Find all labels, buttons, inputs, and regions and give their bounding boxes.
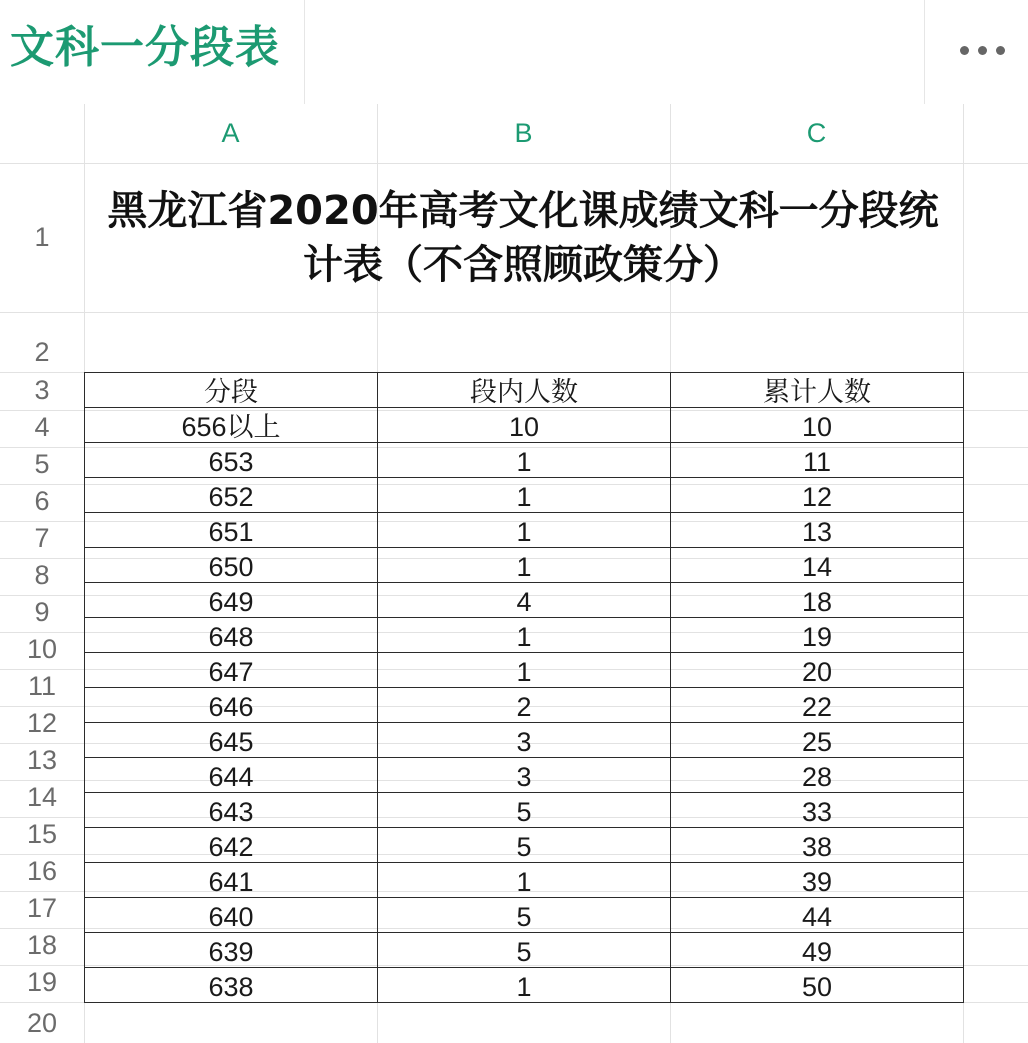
cumulative-cell[interactable]: 44 — [671, 898, 964, 933]
spreadsheet-grid[interactable] — [0, 104, 1028, 1043]
table-row — [85, 653, 964, 688]
row-header-15[interactable]: 15 — [26, 819, 58, 849]
row-header-20[interactable]: 20 — [26, 1008, 58, 1038]
header-cell[interactable]: 累计人数 — [671, 373, 964, 408]
row-header-10[interactable]: 10 — [26, 634, 58, 664]
table-row — [85, 688, 964, 723]
column-header-a[interactable]: A — [221, 118, 240, 148]
cumulative-cell[interactable]: 14 — [671, 548, 964, 583]
count-cell[interactable]: 3 — [378, 723, 671, 758]
row-header-13[interactable]: 13 — [26, 745, 58, 775]
report-title-cell[interactable]: 黑龙江省2020年高考文化课成绩文科一分段统计表（不含照顾政策分） — [107, 188, 939, 288]
count-cell[interactable]: 5 — [378, 933, 671, 968]
score-cell[interactable]: 652 — [85, 478, 378, 513]
table-row — [85, 513, 964, 548]
row-header-19[interactable]: 19 — [26, 967, 58, 997]
cumulative-cell[interactable]: 39 — [671, 863, 964, 898]
row-header-5[interactable]: 5 — [34, 449, 50, 479]
count-cell[interactable]: 1 — [378, 863, 671, 898]
count-cell[interactable]: 5 — [378, 793, 671, 828]
column-header-c[interactable]: C — [806, 118, 827, 148]
score-cell[interactable]: 650 — [85, 548, 378, 583]
score-cell[interactable]: 647 — [85, 653, 378, 688]
table-row — [85, 583, 964, 618]
more-horizontal-icon — [996, 46, 1005, 55]
column-header-b[interactable]: B — [514, 118, 533, 148]
cumulative-cell[interactable]: 12 — [671, 478, 964, 513]
toolbar-divider — [924, 0, 925, 104]
score-cell[interactable]: 638 — [85, 968, 378, 1003]
score-cell[interactable]: 641 — [85, 863, 378, 898]
cumulative-cell[interactable]: 20 — [671, 653, 964, 688]
row-header-14[interactable]: 14 — [26, 782, 58, 812]
table-row — [85, 898, 964, 933]
count-cell[interactable]: 1 — [378, 653, 671, 688]
cumulative-cell[interactable]: 18 — [671, 583, 964, 618]
data-table — [84, 372, 964, 1003]
cumulative-cell[interactable]: 49 — [671, 933, 964, 968]
row-header-18[interactable]: 18 — [26, 930, 58, 960]
cumulative-cell[interactable]: 11 — [671, 443, 964, 478]
count-cell[interactable]: 5 — [378, 898, 671, 933]
score-cell[interactable]: 643 — [85, 793, 378, 828]
cumulative-cell[interactable]: 38 — [671, 828, 964, 863]
score-cell[interactable]: 639 — [85, 933, 378, 968]
count-cell[interactable]: 1 — [378, 548, 671, 583]
table-row — [85, 968, 964, 1003]
score-cell[interactable]: 645 — [85, 723, 378, 758]
table-row — [85, 478, 964, 513]
toolbar — [0, 0, 1028, 104]
score-cell[interactable]: 653 — [85, 443, 378, 478]
more-options-button[interactable] — [960, 30, 1028, 70]
count-cell[interactable]: 1 — [378, 513, 671, 548]
table-row — [85, 548, 964, 583]
count-cell[interactable]: 1 — [378, 478, 671, 513]
header-cell[interactable]: 段内人数 — [378, 373, 671, 408]
more-horizontal-icon — [978, 46, 987, 55]
count-cell[interactable]: 2 — [378, 688, 671, 723]
cumulative-cell[interactable]: 28 — [671, 758, 964, 793]
count-cell[interactable]: 10 — [378, 408, 671, 443]
score-cell[interactable]: 651 — [85, 513, 378, 548]
table-row — [85, 618, 964, 653]
cumulative-cell[interactable]: 50 — [671, 968, 964, 1003]
table-row — [85, 443, 964, 478]
row-header-8[interactable]: 8 — [34, 560, 50, 590]
score-cell[interactable]: 642 — [85, 828, 378, 863]
cumulative-cell[interactable]: 22 — [671, 688, 964, 723]
count-cell[interactable]: 1 — [378, 618, 671, 653]
row-header-16[interactable]: 16 — [26, 856, 58, 886]
row-header-2[interactable]: 2 — [34, 337, 50, 367]
table-row — [85, 828, 964, 863]
cumulative-cell[interactable]: 25 — [671, 723, 964, 758]
count-cell[interactable]: 4 — [378, 583, 671, 618]
row-header-11[interactable]: 11 — [27, 671, 57, 701]
count-cell[interactable]: 1 — [378, 443, 671, 478]
score-cell[interactable]: 644 — [85, 758, 378, 793]
row-header-9[interactable]: 9 — [34, 597, 50, 627]
score-cell[interactable]: 640 — [85, 898, 378, 933]
toolbar-divider — [304, 0, 305, 104]
grid-line — [0, 312, 1028, 313]
count-cell[interactable]: 1 — [378, 968, 671, 1003]
table-row — [85, 793, 964, 828]
more-horizontal-icon — [960, 46, 969, 55]
score-cell[interactable]: 649 — [85, 583, 378, 618]
row-header-4[interactable]: 4 — [34, 412, 50, 442]
row-header-12[interactable]: 12 — [26, 708, 58, 738]
table-row — [85, 758, 964, 793]
row-header-1[interactable]: 1 — [34, 222, 50, 252]
score-cell[interactable]: 656以上 — [85, 408, 378, 443]
sheet-title[interactable]: 文科一分段表 — [10, 22, 280, 73]
cumulative-cell[interactable]: 10 — [671, 408, 964, 443]
cumulative-cell[interactable]: 19 — [671, 618, 964, 653]
score-cell[interactable]: 646 — [85, 688, 378, 723]
row-header-6[interactable]: 6 — [34, 486, 50, 516]
table-row — [85, 723, 964, 758]
count-cell[interactable]: 3 — [378, 758, 671, 793]
header-cell[interactable]: 分段 — [85, 373, 378, 408]
row-header-7[interactable]: 7 — [34, 523, 50, 553]
table-header-row — [85, 373, 964, 408]
cumulative-cell[interactable]: 13 — [671, 513, 964, 548]
table-row — [85, 408, 964, 443]
count-cell[interactable]: 5 — [378, 828, 671, 863]
cumulative-cell[interactable]: 33 — [671, 793, 964, 828]
table-row — [85, 933, 964, 968]
row-header-17[interactable]: 17 — [26, 893, 58, 923]
table-row — [85, 863, 964, 898]
score-cell[interactable]: 648 — [85, 618, 378, 653]
row-header-3[interactable]: 3 — [34, 375, 50, 405]
